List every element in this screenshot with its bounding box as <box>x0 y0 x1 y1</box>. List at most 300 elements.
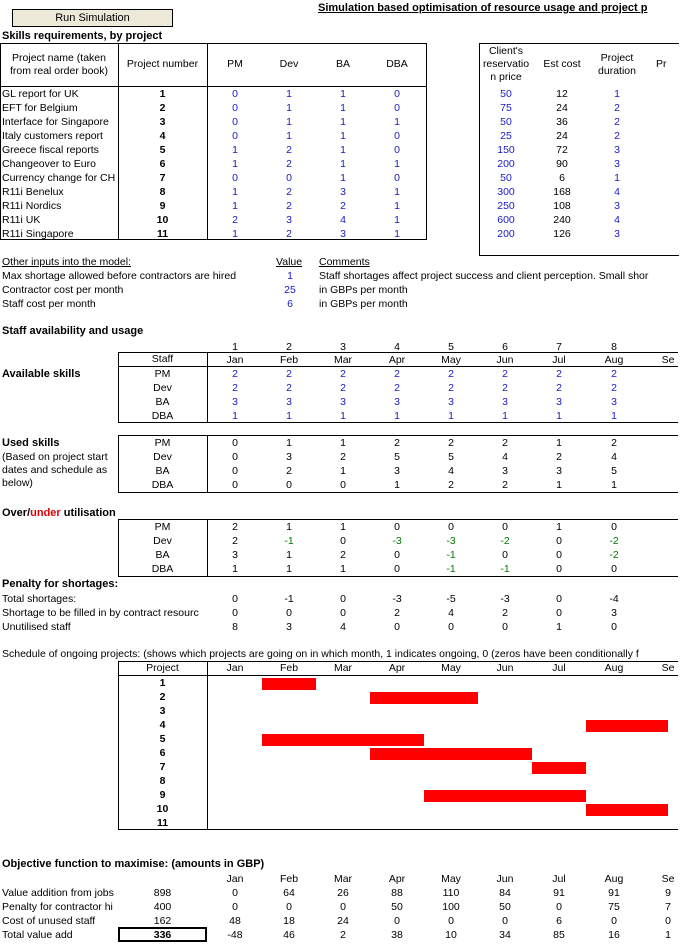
objective-value: 100 <box>442 901 460 913</box>
objective-month-header: Jul <box>552 873 566 885</box>
dba-cell: 0 <box>394 88 400 100</box>
objective-value: 84 <box>499 887 511 899</box>
project-name-cell: Greece fiscal reports <box>2 144 99 156</box>
input-value[interactable]: 6 <box>287 298 293 310</box>
penalty-heading: Penalty for shortages: <box>2 578 119 590</box>
project-name-cell: R11i Singapore <box>2 228 74 240</box>
penalty-value: 0 <box>340 593 346 605</box>
utilisation-value: 1 <box>232 563 238 575</box>
penalty-value: 0 <box>340 607 346 619</box>
pm-cell: 0 <box>232 116 238 128</box>
used-value: 0 <box>232 479 238 491</box>
est-cost-cell: 108 <box>553 200 571 212</box>
objective-month-header: Apr <box>388 873 406 885</box>
penalty-value: 0 <box>502 621 508 633</box>
available-value: 2 <box>611 368 617 380</box>
schedule-bar <box>424 790 586 802</box>
utilisation-value: 0 <box>611 521 617 533</box>
project-name-cell: R11i UK <box>2 214 41 226</box>
used-value: 2 <box>448 437 454 449</box>
schedule-bar <box>262 678 316 690</box>
utilisation-value: 0 <box>502 549 508 561</box>
schedule-month-header: May <box>441 662 461 674</box>
month-number: 1 <box>232 341 238 353</box>
used-value: 5 <box>611 465 617 477</box>
used-value: 4 <box>611 451 617 463</box>
utilisation-value: 1 <box>340 521 346 533</box>
month-header: Apr <box>388 354 406 366</box>
penalty-value: 0 <box>556 607 562 619</box>
header-ba: BA <box>335 58 350 70</box>
ba-cell: 2 <box>340 200 346 212</box>
duration-cell: 4 <box>614 186 620 198</box>
schedule-month-header: Mar <box>333 662 353 674</box>
availability-heading: Staff availability and usage <box>2 325 144 337</box>
duration-cell: 4 <box>614 214 620 226</box>
dba-cell: 0 <box>394 172 400 184</box>
header-client-price: Client's reservatio n price <box>482 45 530 83</box>
utilisation-value: 1 <box>286 549 292 561</box>
objective-total: 336 <box>153 929 172 941</box>
project-name-cell: Italy customers report <box>2 130 103 142</box>
utilisation-value: -3 <box>446 535 456 547</box>
objective-value: 2 <box>340 929 346 941</box>
month-number: 4 <box>394 341 400 353</box>
penalty-value: 0 <box>232 607 238 619</box>
penalty-value: 3 <box>611 607 617 619</box>
ba-cell: 1 <box>340 172 346 184</box>
utilisation-label: Over/under utilisation <box>2 507 116 519</box>
pm-cell: 1 <box>232 228 238 240</box>
available-value: 1 <box>448 410 454 422</box>
month-header: Jul <box>552 354 566 366</box>
utilisation-role: PM <box>154 521 171 533</box>
available-value: 1 <box>502 410 508 422</box>
objective-value: 0 <box>340 901 346 913</box>
available-value: 3 <box>556 396 562 408</box>
available-value: 3 <box>394 396 400 408</box>
used-skills-note: (Based on project start dates and schedule as below) <box>2 451 108 489</box>
utilisation-value: 1 <box>286 521 292 533</box>
available-value: 2 <box>556 382 562 394</box>
objective-value: 48 <box>229 915 241 927</box>
penalty-value: 0 <box>556 593 562 605</box>
available-value: 2 <box>448 368 454 380</box>
objective-month-header: Feb <box>279 873 299 885</box>
month-number: 2 <box>286 341 292 353</box>
objective-value: 50 <box>391 901 403 913</box>
penalty-label: Shortage to be filled in by contract resourc <box>2 607 199 619</box>
skills-heading: Skills requirements, by project <box>2 30 163 42</box>
available-value: 2 <box>232 368 238 380</box>
est-cost-cell: 24 <box>556 102 568 114</box>
header-project-number: Project number <box>126 58 199 70</box>
penalty-value: 4 <box>448 607 454 619</box>
est-cost-cell: 24 <box>556 130 568 142</box>
schedule-project-number: 7 <box>159 761 166 773</box>
dev-cell: 3 <box>286 214 292 226</box>
available-value: 3 <box>286 396 292 408</box>
project-number-cell: 8 <box>159 186 166 198</box>
available-value: 2 <box>394 368 400 380</box>
available-value: 2 <box>394 382 400 394</box>
duration-cell: 3 <box>614 144 620 156</box>
pm-cell: 1 <box>232 186 238 198</box>
utilisation-role: DBA <box>151 563 174 575</box>
used-value: 2 <box>556 451 562 463</box>
ba-cell: 1 <box>340 144 346 156</box>
objective-value: 50 <box>499 901 511 913</box>
utilisation-value: -1 <box>446 549 456 561</box>
dev-cell: 1 <box>286 102 292 114</box>
dba-cell: 1 <box>394 214 400 226</box>
utilisation-value: -2 <box>609 535 619 547</box>
objective-value: 64 <box>283 887 295 899</box>
duration-cell: 3 <box>614 158 620 170</box>
dev-cell: 0 <box>286 172 292 184</box>
penalty-value: -4 <box>609 593 619 605</box>
project-number-cell: 4 <box>159 130 166 142</box>
objective-value: 91 <box>608 887 620 899</box>
client-price-cell: 300 <box>497 186 515 198</box>
available-value: 2 <box>611 382 617 394</box>
input-value[interactable]: 25 <box>284 284 296 296</box>
project-name-cell: Interface for Singapore <box>2 116 109 128</box>
schedule-month-header: Jan <box>226 662 244 674</box>
available-value: 1 <box>394 410 400 422</box>
used-role: BA <box>155 465 170 477</box>
penalty-value: 0 <box>232 593 238 605</box>
schedule-month-header: Jun <box>496 662 514 674</box>
est-cost-cell: 6 <box>559 172 565 184</box>
project-number-cell: 1 <box>159 88 166 100</box>
schedule-project-number: 2 <box>159 691 166 703</box>
available-value: 2 <box>448 382 454 394</box>
objective-value: 0 <box>286 901 292 913</box>
project-number-cell: 6 <box>159 158 166 170</box>
input-comment: in GBPs per month <box>319 298 408 310</box>
schedule-bar <box>586 720 668 732</box>
client-price-cell: 25 <box>500 130 512 142</box>
objective-value: 7 <box>665 901 671 913</box>
pm-cell: 1 <box>232 144 238 156</box>
used-value: 0 <box>340 479 346 491</box>
penalty-value: -5 <box>446 593 456 605</box>
available-role: BA <box>155 396 170 408</box>
used-value: 2 <box>502 437 508 449</box>
header-dev: Dev <box>279 58 299 70</box>
available-value: 1 <box>340 410 346 422</box>
schedule-bar <box>586 804 668 816</box>
available-role: DBA <box>151 410 174 422</box>
header-project-name: Project name (taken from real order book) <box>9 52 109 77</box>
utilisation-value: -3 <box>392 535 402 547</box>
schedule-month-header: Feb <box>279 662 299 674</box>
objective-value: 75 <box>608 901 620 913</box>
used-value: 3 <box>286 451 292 463</box>
sheet-title: Simulation based optimisation of resource usage and project p <box>318 2 648 14</box>
month-number: 7 <box>556 341 562 353</box>
penalty-label: Unutilised staff <box>2 621 71 633</box>
project-number-cell: 5 <box>159 144 166 156</box>
used-value: 1 <box>556 479 562 491</box>
objective-label: Cost of unused staff <box>2 915 96 927</box>
month-header: May <box>441 354 461 366</box>
client-price-cell: 75 <box>500 102 512 114</box>
client-price-cell: 600 <box>497 214 515 226</box>
used-value: 1 <box>394 479 400 491</box>
project-name-cell: Changeover to Euro <box>2 158 96 170</box>
used-value: 1 <box>556 437 562 449</box>
est-cost-cell: 168 <box>553 186 571 198</box>
available-value: 2 <box>286 368 292 380</box>
available-value: 2 <box>232 382 238 394</box>
objective-value: 0 <box>502 915 508 927</box>
project-number-cell: 2 <box>159 102 166 114</box>
penalty-label: Total shortages: <box>2 593 77 605</box>
objective-value: 88 <box>391 887 403 899</box>
dev-cell: 1 <box>286 130 292 142</box>
used-value: 3 <box>502 465 508 477</box>
available-value: 2 <box>340 382 346 394</box>
pm-cell: 0 <box>232 130 238 142</box>
est-cost-cell: 90 <box>556 158 568 170</box>
schedule-bar <box>262 734 424 746</box>
objective-value: 18 <box>283 915 295 927</box>
utilisation-value: 0 <box>556 563 562 575</box>
used-role: PM <box>154 437 171 449</box>
ba-cell: 1 <box>340 158 346 170</box>
duration-cell: 1 <box>614 172 620 184</box>
available-value: 3 <box>448 396 454 408</box>
dev-cell: 2 <box>286 186 292 198</box>
objective-total: 162 <box>153 915 172 927</box>
dba-cell: 1 <box>394 200 400 212</box>
objective-month-header: Se <box>661 873 675 885</box>
schedule-month-header: Aug <box>604 662 624 674</box>
penalty-value: 0 <box>448 621 454 633</box>
available-value: 1 <box>232 410 238 422</box>
objective-value: 9 <box>665 887 671 899</box>
inputs-comments-header: Comments <box>319 256 370 268</box>
ba-cell: 1 <box>340 88 346 100</box>
input-label: Staff cost per month <box>2 298 96 310</box>
duration-cell: 1 <box>614 88 620 100</box>
available-role: PM <box>154 368 171 380</box>
used-value: 1 <box>340 465 346 477</box>
duration-cell: 3 <box>614 228 620 240</box>
header-est-cost: Est cost <box>543 58 581 70</box>
project-number-cell: 10 <box>156 214 169 226</box>
input-value[interactable]: 1 <box>287 270 293 282</box>
schedule-heading: Schedule of ongoing projects: (shows which projects are going on in which month, 1 indicates ongoing, 0 (zeros have been conditionally f <box>2 648 639 660</box>
schedule-project-number: 6 <box>159 747 166 759</box>
used-role: DBA <box>151 479 174 491</box>
used-role: Dev <box>153 451 172 463</box>
utilisation-value: 0 <box>448 521 454 533</box>
month-header: Se <box>661 354 675 366</box>
objective-value: 46 <box>283 929 295 941</box>
month-header: Jan <box>226 354 244 366</box>
client-price-cell: 150 <box>497 144 515 156</box>
est-cost-cell: 36 <box>556 116 568 128</box>
client-price-cell: 250 <box>497 200 515 212</box>
objective-value: 34 <box>499 929 511 941</box>
schedule-project-number: 5 <box>159 733 166 745</box>
objective-month-header: Jun <box>496 873 514 885</box>
used-value: 1 <box>340 437 346 449</box>
used-value: 4 <box>502 451 508 463</box>
dev-cell: 1 <box>286 116 292 128</box>
available-value: 1 <box>611 410 617 422</box>
dba-cell: 1 <box>394 228 400 240</box>
schedule-project-number: 11 <box>156 817 169 829</box>
utilisation-value: 1 <box>286 563 292 575</box>
objective-month-header: Aug <box>604 873 624 885</box>
project-name-cell: Currency change for CH <box>2 172 116 184</box>
project-number-cell: 7 <box>159 172 166 184</box>
run-simulation-button[interactable]: Run Simulation <box>12 9 173 27</box>
dev-cell: 1 <box>286 88 292 100</box>
penalty-value: 0 <box>286 607 292 619</box>
duration-cell: 2 <box>614 102 620 114</box>
objective-value: 0 <box>232 887 238 899</box>
schedule-project-header: Project <box>146 662 179 674</box>
objective-value: 91 <box>553 887 565 899</box>
schedule-project-number: 1 <box>159 677 166 689</box>
objective-value: 0 <box>394 915 400 927</box>
dev-cell: 2 <box>286 228 292 240</box>
objective-total: 898 <box>153 887 172 899</box>
utilisation-value: 2 <box>232 535 238 547</box>
dba-cell: 1 <box>394 186 400 198</box>
used-value: 2 <box>394 437 400 449</box>
objective-value: 0 <box>665 915 671 927</box>
objective-value: 0 <box>611 915 617 927</box>
objective-label: Value addition from jobs <box>2 887 114 899</box>
available-value: 2 <box>502 368 508 380</box>
schedule-project-number: 4 <box>159 719 166 731</box>
used-value: 3 <box>556 465 562 477</box>
schedule-bar <box>532 762 586 774</box>
available-value: 3 <box>340 396 346 408</box>
objective-value: 10 <box>445 929 457 941</box>
utilisation-value: 0 <box>556 549 562 561</box>
penalty-value: -3 <box>392 593 402 605</box>
objective-value: 110 <box>442 887 460 899</box>
dev-cell: 2 <box>286 200 292 212</box>
pm-cell: 1 <box>232 200 238 212</box>
header-dba: DBA <box>386 58 408 70</box>
total-value-add-box <box>118 927 207 942</box>
penalty-value: 1 <box>556 621 562 633</box>
utilisation-value: 0 <box>340 535 346 547</box>
available-value: 3 <box>232 396 238 408</box>
month-number: 3 <box>340 341 346 353</box>
est-cost-cell: 12 <box>556 88 568 100</box>
ba-cell: 3 <box>340 228 346 240</box>
dev-cell: 2 <box>286 158 292 170</box>
used-value: 3 <box>394 465 400 477</box>
project-name-cell: R11i Benelux <box>2 186 64 198</box>
utilisation-value: 2 <box>340 549 346 561</box>
schedule-project-number: 3 <box>159 705 166 717</box>
available-value: 1 <box>556 410 562 422</box>
utilisation-value: 0 <box>394 521 400 533</box>
schedule-project-number: 8 <box>159 775 166 787</box>
client-price-cell: 200 <box>497 158 515 170</box>
objective-value: 0 <box>556 901 562 913</box>
utilisation-role: BA <box>155 549 170 561</box>
objective-label: Penalty for contractor hi <box>2 901 113 913</box>
utilisation-role: Dev <box>153 535 172 547</box>
objective-value: 38 <box>391 929 403 941</box>
penalty-value: 3 <box>286 621 292 633</box>
input-comment: Staff shortages affect project success and client perception. Small shor <box>319 270 649 282</box>
available-value: 3 <box>502 396 508 408</box>
duration-cell: 3 <box>614 200 620 212</box>
ba-cell: 3 <box>340 186 346 198</box>
dba-cell: 0 <box>394 130 400 142</box>
utilisation-value: 2 <box>232 521 238 533</box>
ba-cell: 1 <box>340 130 346 142</box>
pm-cell: 0 <box>232 102 238 114</box>
input-label: Max shortage allowed before contractors are hired <box>2 270 237 282</box>
objective-value: 85 <box>553 929 565 941</box>
project-name-cell: GL report for UK <box>2 88 79 100</box>
est-cost-cell: 240 <box>553 214 571 226</box>
schedule-bar <box>370 692 478 704</box>
project-name-cell: EFT for Belgium <box>2 102 78 114</box>
header-pr: Pr <box>656 58 667 70</box>
used-value: 0 <box>232 437 238 449</box>
used-value: 2 <box>286 465 292 477</box>
dba-cell: 0 <box>394 102 400 114</box>
ba-cell: 4 <box>340 214 346 226</box>
dev-cell: 2 <box>286 144 292 156</box>
client-price-cell: 50 <box>500 116 512 128</box>
project-number-cell: 3 <box>159 116 166 128</box>
available-value: 3 <box>611 396 617 408</box>
month-header: Feb <box>279 354 299 366</box>
objective-value: 6 <box>556 915 562 927</box>
penalty-value: 8 <box>232 621 238 633</box>
available-value: 2 <box>286 382 292 394</box>
schedule-month-header: Apr <box>388 662 406 674</box>
duration-cell: 2 <box>614 130 620 142</box>
objective-total: 400 <box>153 901 172 913</box>
project-number-cell: 9 <box>159 200 166 212</box>
pm-cell: 1 <box>232 158 238 170</box>
inputs-value-header: Value <box>276 256 303 268</box>
penalty-value: 0 <box>394 621 400 633</box>
used-skills-label: Used skills <box>2 437 60 449</box>
penalty-value: 2 <box>394 607 400 619</box>
objective-label: Total value add <box>2 929 73 941</box>
penalty-value: -3 <box>500 593 510 605</box>
objective-month-header: Mar <box>333 873 353 885</box>
month-number: 5 <box>448 341 454 353</box>
utilisation-value: 0 <box>556 535 562 547</box>
est-cost-cell: 72 <box>556 144 568 156</box>
ba-cell: 1 <box>340 102 346 114</box>
objective-value: -48 <box>227 929 243 941</box>
utilisation-value: -1 <box>500 563 510 575</box>
utilisation-value: -1 <box>284 535 294 547</box>
header-project-duration: Project duration <box>598 52 636 77</box>
pm-cell: 0 <box>232 88 238 100</box>
penalty-value: 4 <box>340 621 346 633</box>
